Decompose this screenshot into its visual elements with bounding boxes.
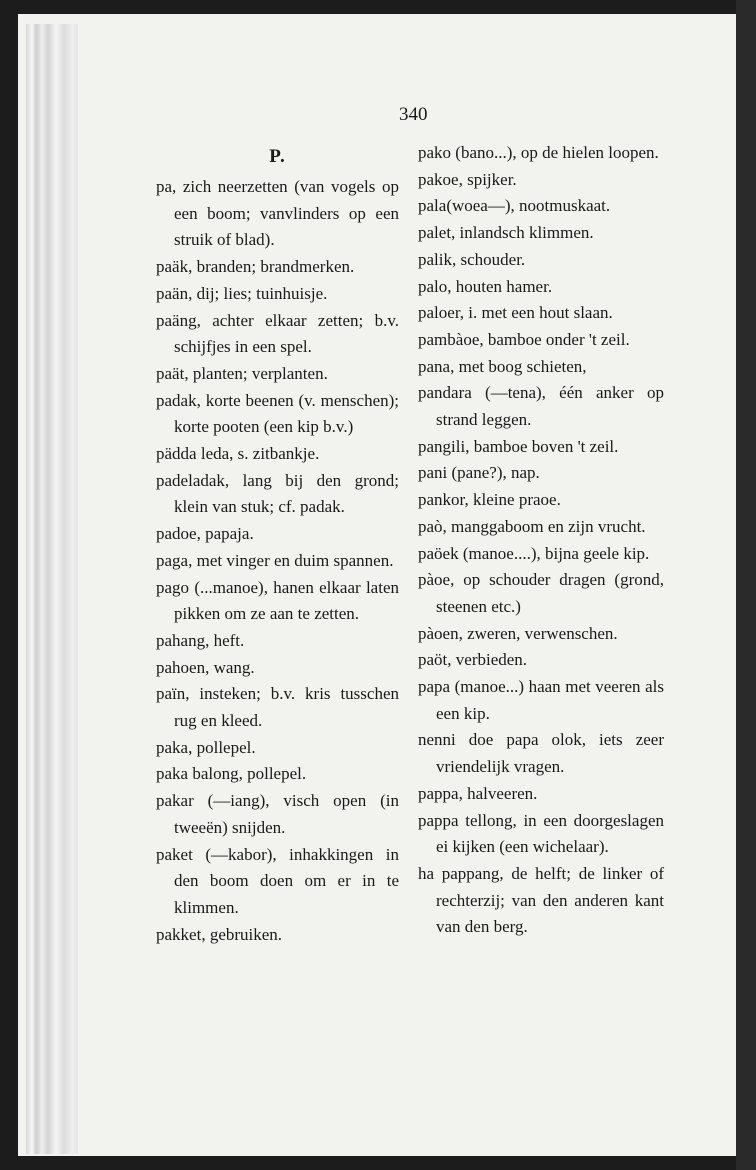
dictionary-entry: padoe, papaja. xyxy=(156,524,254,544)
dictionary-entry: pakar (—iang), visch open (in tweeën) snijden. xyxy=(156,791,399,837)
dictionary-entry: palo, houten hamer. xyxy=(418,276,553,296)
dictionary-entry: paka, pollepel. xyxy=(156,737,256,757)
dictionary-entry: padak, korte beenen (v. menschen); korte pooten (een kip b.v.) xyxy=(156,390,399,437)
dictionary-entry: pana, met boog schieten, xyxy=(418,356,587,376)
right-entries xyxy=(418,140,664,941)
dictionary-entry: paket (—kabor), inhakkingen in den boom doen om er in te klimmen. xyxy=(156,844,399,917)
dictionary-entry: paöt, verbieden. xyxy=(418,650,528,670)
dictionary-entry: padeladak, lang bij den grond; klein van stuk; cf. padak. xyxy=(156,470,399,517)
dictionary-entry: pàoe, op schouder dragen (grond, steenen etc.) xyxy=(418,570,664,616)
dictionary-entry: pandara (—tena), één anker op strand leggen. xyxy=(418,383,664,430)
page-binding-edge xyxy=(26,24,78,1154)
dictionary-entry: pani (pane?), nap. xyxy=(418,463,540,483)
dictionary-entry: paän, dij; lies; tuinhuisje. xyxy=(156,283,328,303)
left-entries xyxy=(156,174,399,948)
scan-border xyxy=(736,0,756,1170)
dictionary-entry: paka balong, pollepel. xyxy=(156,764,307,784)
dictionary-entry: paò, manggaboom en zijn vrucht. xyxy=(418,516,646,536)
dictionary-entry: pa, zich neerzetten (van vogels op een boom; vanvlinders op een struik of blad). xyxy=(156,177,399,250)
left-column xyxy=(156,140,399,948)
dictionary-entry: paloer, i. met een hout slaan. xyxy=(418,303,613,323)
dictionary-entry: papa (manoe...) haan met veeren als een kip. xyxy=(418,677,664,723)
dictionary-entry: palet, inlandsch klimmen. xyxy=(418,223,594,243)
dictionary-entry: paät, planten; verplanten. xyxy=(156,363,328,383)
dictionary-entry: pago (...manoe), hanen elkaar laten pikken om ze aan te zetten. xyxy=(156,577,399,624)
dictionary-entry: pahang, heft. xyxy=(156,630,245,650)
section-letter: P. xyxy=(269,146,286,167)
dictionary-entry: paöek (manoe....), bijna geele kip. xyxy=(418,543,650,563)
dictionary-entry: paäk, branden; brandmerken. xyxy=(156,257,355,277)
dictionary-entry: pakoe, spijker. xyxy=(418,169,517,189)
dictionary-entry: paga, met vinger en duim spannen. xyxy=(156,550,394,570)
dictionary-entry: païn, insteken; b.v. kris tusschen rug en kleed. xyxy=(156,684,399,731)
dictionary-entry: pangili, bamboe boven 't zeil. xyxy=(418,436,619,456)
dictionary-entry: pahoen, wang. xyxy=(156,657,255,677)
dictionary-entry: nenni doe papa olok, iets zeer vriendelijk vragen. xyxy=(418,730,664,777)
dictionary-entry: pàoen, zweren, verwenschen. xyxy=(418,623,618,643)
dictionary-entry: paäng, achter elkaar zetten; b.v. schijfjes in een spel. xyxy=(156,310,399,357)
dictionary-entry: palik, schouder. xyxy=(418,249,526,269)
dictionary-entry: pappa, halveeren. xyxy=(418,783,538,803)
right-column xyxy=(418,140,664,941)
dictionary-entry: pako (bano...), op de hielen loopen. xyxy=(418,143,659,162)
dictionary-entry: ha pappang, de helft; de linker of rechterzij; van den anderen kant van den berg. xyxy=(418,863,664,937)
page-number: 340 xyxy=(399,104,428,125)
dictionary-entry: pankor, kleine praoe. xyxy=(418,490,561,510)
dictionary-entry: pakket, gebruiken. xyxy=(156,924,283,944)
dictionary-entry: pala(woea—), nootmuskaat. xyxy=(418,196,611,216)
dictionary-entry: pädda leda, s. zitbankje. xyxy=(156,444,320,464)
dictionary-entry: pappa tellong, in een doorgeslagen ei kijken (een wichelaar). xyxy=(418,810,664,857)
dictionary-entry: pambàoe, bamboe onder 't zeil. xyxy=(418,329,630,349)
